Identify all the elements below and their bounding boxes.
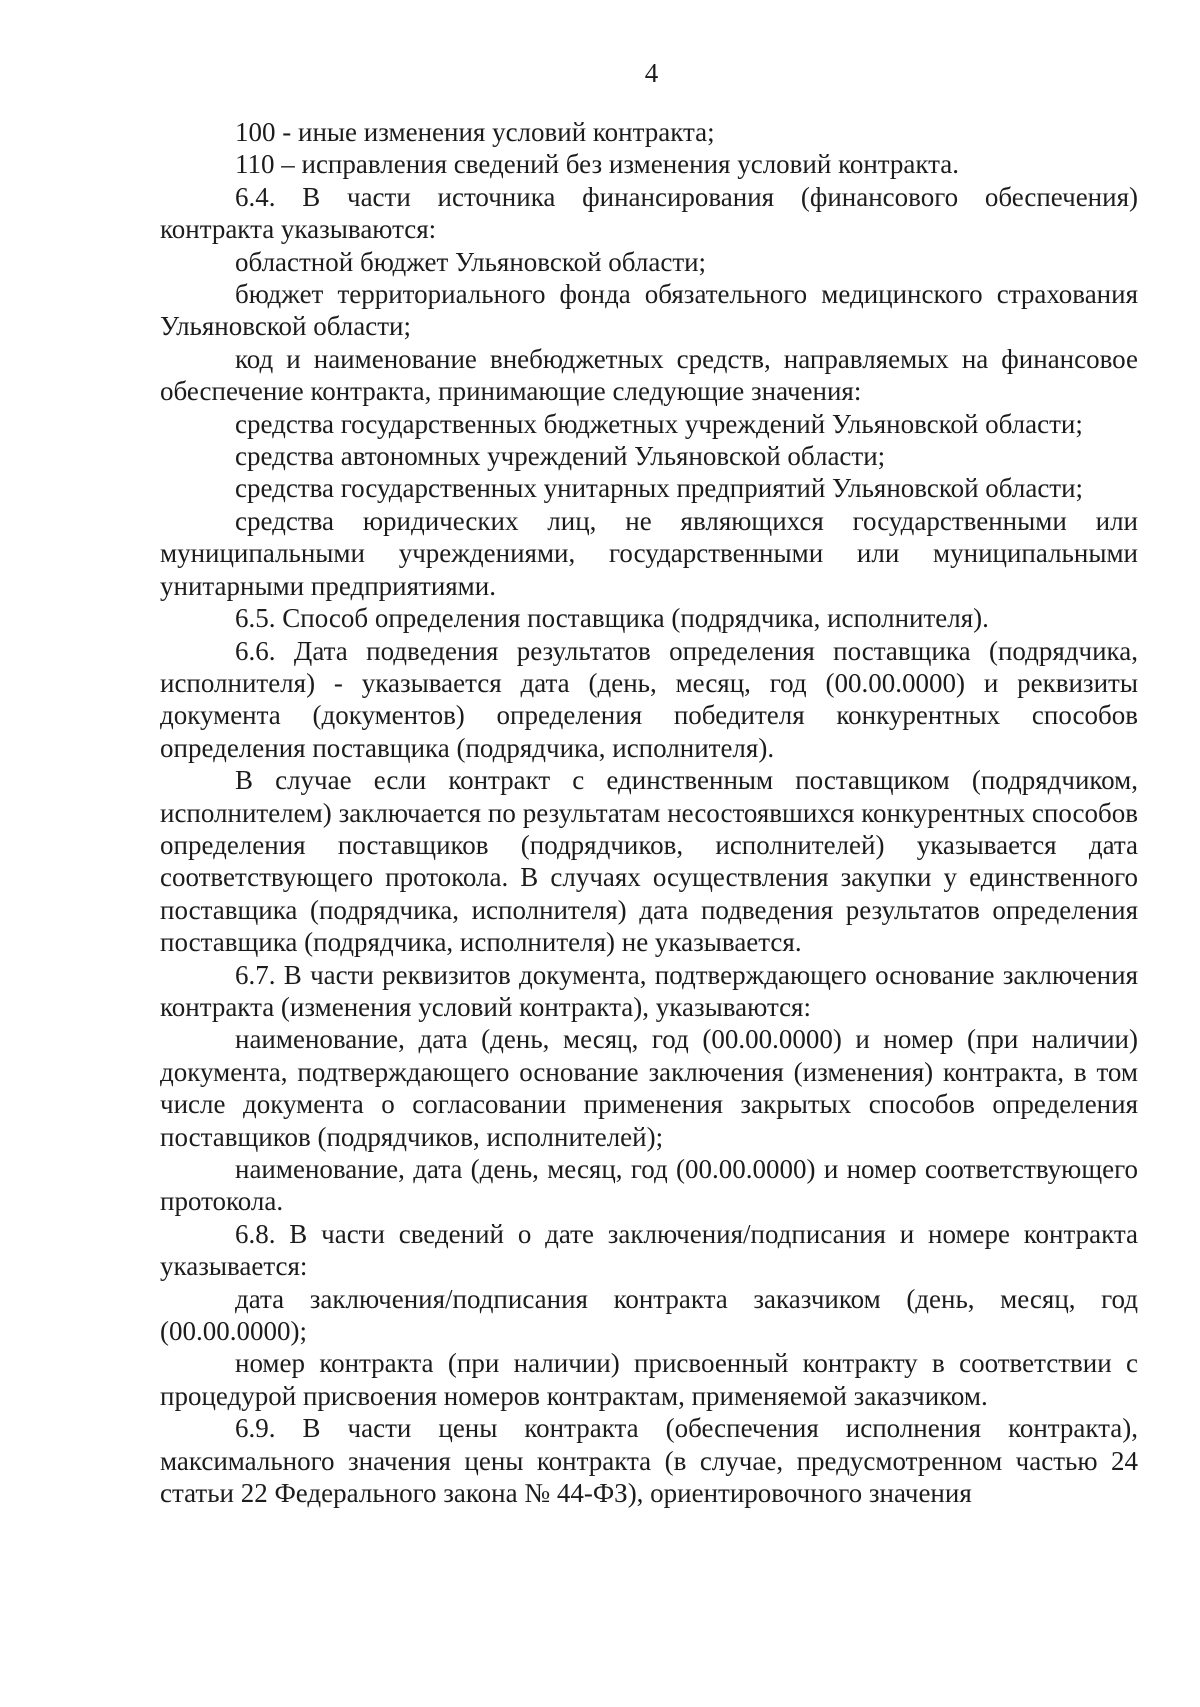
paragraph: 6.4. В части источника финансирования (финансового обеспечения) контракта указываются: bbox=[160, 181, 1138, 245]
paragraph: 110 – исправления сведений без изменения условий контракта. bbox=[235, 149, 960, 180]
paragraph: наименование, дата (день, месяц, год (00.00.0000) и номер соответствующего протокола. bbox=[160, 1154, 1138, 1217]
page-number: 4 bbox=[644, 58, 659, 88]
paragraph: В случае если контракт с единственным поставщиком (подрядчиком, исполнителем) заключается по результатам несостоявшихся конкурентных способов определения поставщиков (подрядчиков, исполнителей) указывается дата соответствующего протокола. В случаях осуществления закупки у единственного поставщика (подрядчика, исполнителя) дата подведения результатов определения поставщика (подрядчика, исполнителя) не указывается. bbox=[160, 765, 1138, 958]
paragraph: бюджет территориального фонда обязательного медицинского страхования Ульяновской области; bbox=[160, 279, 1138, 342]
paragraph: 6.9. В части цены контракта (обеспечения исполнения контракта), максимального значения цены контракта (в случае, предусмотренном частью 24 статьи 22 Федерального закона № 44-ФЗ), ориентировочного значения bbox=[160, 1413, 1138, 1509]
paragraph: средства юридических лиц, не являющихся государственными или муниципальными учреждениями, государственными или муниципальными унитарными предприятиями. bbox=[160, 505, 1138, 601]
paragraph: 6.7. В части реквизитов документа, подтверждающего основание заключения контракта (изменения условий контракта), указываются: bbox=[160, 959, 1138, 1022]
paragraph: номер контракта (при наличии) присвоенный контракту в соответствии с процедурой присвоения номеров контрактам, применяемой заказчиком. bbox=[160, 1348, 1138, 1411]
paragraph: средства государственных унитарных предприятий Ульяновской области; bbox=[235, 473, 1084, 504]
paragraph: дата заключения/подписания контракта заказчиком (день, месяц, год (00.00.0000); bbox=[160, 1283, 1138, 1347]
paragraph: 100 - иные изменения условий контракта; bbox=[235, 117, 715, 147]
paragraph: средства автономных учреждений Ульяновской области; bbox=[235, 441, 886, 472]
paragraph: наименование, дата (день, месяц, год (00.00.0000) и номер (при наличии) документа, подтверждающего основание заключения (изменения) контракта, в том числе документа о согласовании применения закрытых способов определения поставщиков (подрядчиков, исполнителей); bbox=[160, 1024, 1138, 1152]
paragraph: 6.8. В части сведений о дате заключения/подписания и номере контракта указывается: bbox=[160, 1218, 1138, 1282]
paragraph: 6.6. Дата подведения результатов определения поставщика (подрядчика, исполнителя) - указывается дата (день, месяц, год (00.00.0000) и реквизиты документа (документов) определения победителя конкурентных способов определения поставщика (подрядчика, исполнителя). bbox=[160, 635, 1138, 763]
document-body bbox=[160, 116, 1138, 1509]
paragraph: код и наименование внебюджетных средств, направляемых на финансовое обеспечение контракта, принимающие следующие значения: bbox=[160, 343, 1138, 407]
paragraph: средства государственных бюджетных учреждений Ульяновской области; bbox=[235, 408, 1083, 439]
paragraph: областной бюджет Ульяновской области; bbox=[235, 246, 707, 277]
paragraph: 6.5. Способ определения поставщика (подрядчика, исполнителя). bbox=[235, 603, 989, 634]
